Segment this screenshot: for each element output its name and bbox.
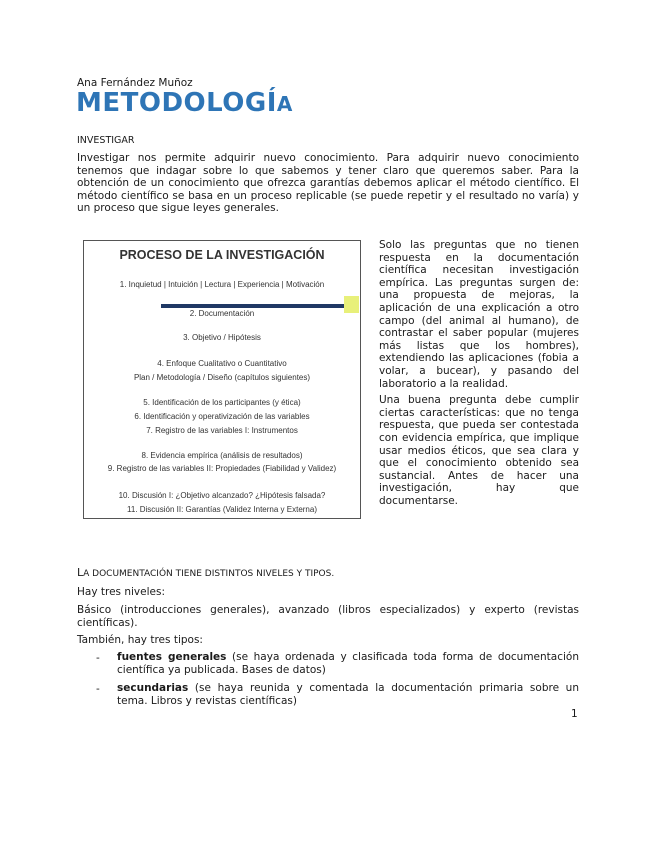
bullet-description: (se haya reunida y comentada la documentación primaria sobre un tema. Libros y revistas científicas) bbox=[117, 682, 579, 707]
figure-step: 11. Discusión II: Garantías (Validez Interna y Externa) bbox=[126, 505, 317, 514]
side-paragraph: Una buena pregunta debe cumplir ciertas características: que no tenga respuesta, que pueda ser contestada con evidencia empírica, que implique usar medios éticos, que sea clara y que el conocimiento obtenido sea sustancial. Antes de hacer una investigación, hay que documentarse. bbox=[379, 394, 579, 507]
types-intro: También, hay tres tipos: bbox=[77, 634, 203, 646]
figure-step: 2. Documentación bbox=[189, 309, 255, 318]
figure-accent-bar bbox=[161, 304, 344, 308]
figure-step: Plan / Metodología / Diseño (capítulos siguientes) bbox=[133, 373, 311, 382]
page-title bbox=[76, 88, 293, 118]
figure-step: 6. Identificación y operativización de las variables bbox=[134, 412, 310, 421]
side-column bbox=[379, 239, 579, 511]
page-number: 1 bbox=[571, 708, 578, 720]
figure-step: 4. Enfoque Cualitativo o Cuantitativo bbox=[157, 359, 287, 368]
title-main: METODOLOGÍ bbox=[76, 88, 277, 118]
list-item bbox=[117, 651, 579, 676]
figure-step: 9. Registro de las variables II: Propiedades (Fiabilidad y Validez) bbox=[107, 464, 337, 473]
bullet-marker: - bbox=[96, 652, 100, 664]
figure-step: 7. Registro de las variables I: Instrumentos bbox=[146, 426, 298, 435]
side-paragraph: Solo las preguntas que no tienen respuesta en la documentación científica necesitan investigación empírica. Las preguntas surgen de: una propuesta de mejoras, la aplicación de una explicación a otro campo (del animal al humano), de contrastar el saber popular (mujeres más listas que los hombres), extendiendo las aplicaciones (fobia a volar, a bucear), y pasando del laboratorio a la realidad. bbox=[379, 239, 579, 390]
section-label: INVESTIGAR bbox=[77, 135, 135, 146]
figure-step: 10. Discusión I: ¿Objetivo alcanzado? ¿Hipótesis falsada? bbox=[118, 491, 326, 500]
levels-intro: Hay tres niveles: bbox=[77, 586, 165, 598]
figure-step: 5. Identificación de los participantes (y ética) bbox=[143, 398, 301, 407]
bullet-marker: - bbox=[96, 683, 100, 695]
levels-text: Básico (introducciones generales), avanzado (libros especializados) y experto (revistas científicas). bbox=[77, 604, 579, 629]
bullet-description: (se haya ordenada y clasificada toda forma de documentación científica ya publicada. Bases de datos) bbox=[117, 651, 579, 676]
intro-paragraph: Investigar nos permite adquirir nuevo conocimiento. Para adquirir nuevo conocimiento tenemos que indagar sobre lo que sabemos y tener claro que queremos saber. Para la obtención de un conocimiento que ofrezca garantías debemos aplicar el método científico. El método científico se basa en un proceso replicable (se puede repetir y el resultado no varía) y un proceso que sigue leyes generales. bbox=[77, 152, 579, 215]
bullet-term: secundarias bbox=[117, 682, 189, 694]
section-heading bbox=[77, 566, 334, 579]
title-tail: A bbox=[276, 92, 293, 116]
figure-step: 3. Objetivo / Hipótesis bbox=[183, 333, 261, 342]
figure-step: 1. Inquietud | Intuición | Lectura | Experiencia | Motivación bbox=[119, 280, 325, 289]
heading-initial: L bbox=[77, 566, 84, 579]
list-item bbox=[117, 682, 579, 707]
figure-title: PROCESO DE LA INVESTIGACIÓN bbox=[119, 248, 325, 262]
heading-rest: A DOCUMENTACIÓN TIENE DISTINTOS NIVELES Y TIPOS. bbox=[83, 569, 335, 579]
figure-step: 8. Evidencia empírica (análisis de resultados) bbox=[141, 451, 303, 460]
process-figure bbox=[83, 240, 361, 519]
bullet-term: fuentes generales bbox=[117, 651, 227, 663]
author-name: Ana Fernández Muñoz bbox=[77, 77, 193, 89]
